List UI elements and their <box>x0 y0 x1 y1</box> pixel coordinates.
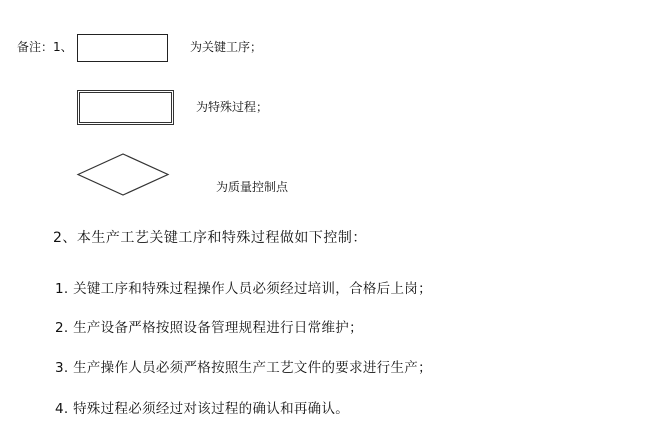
quality-control-point-text: 为质量控制点 <box>216 180 289 194</box>
list-item: 3. 生产操作人员必须严格按照生产工艺文件的要求进行生产； <box>55 360 432 376</box>
key-process-symbol <box>77 34 168 62</box>
special-process-symbol <box>77 90 174 125</box>
special-process-text: 为特殊过程； <box>196 100 269 114</box>
section-title: 2、本生产工艺关键工序和特殊过程做如下控制： <box>53 230 367 246</box>
note-label: 备注：1、 <box>17 40 73 54</box>
quality-control-point-symbol <box>76 152 170 197</box>
list-item: 2. 生产设备严格按照设备管理规程进行日常维护； <box>55 320 363 336</box>
list-item: 1. 关键工序和特殊过程操作人员必须经过培训，合格后上岗； <box>55 281 432 297</box>
key-process-text: 为关键工序； <box>190 40 263 54</box>
list-item: 4. 特殊过程必须经过对该过程的确认和再确认。 <box>55 401 350 417</box>
